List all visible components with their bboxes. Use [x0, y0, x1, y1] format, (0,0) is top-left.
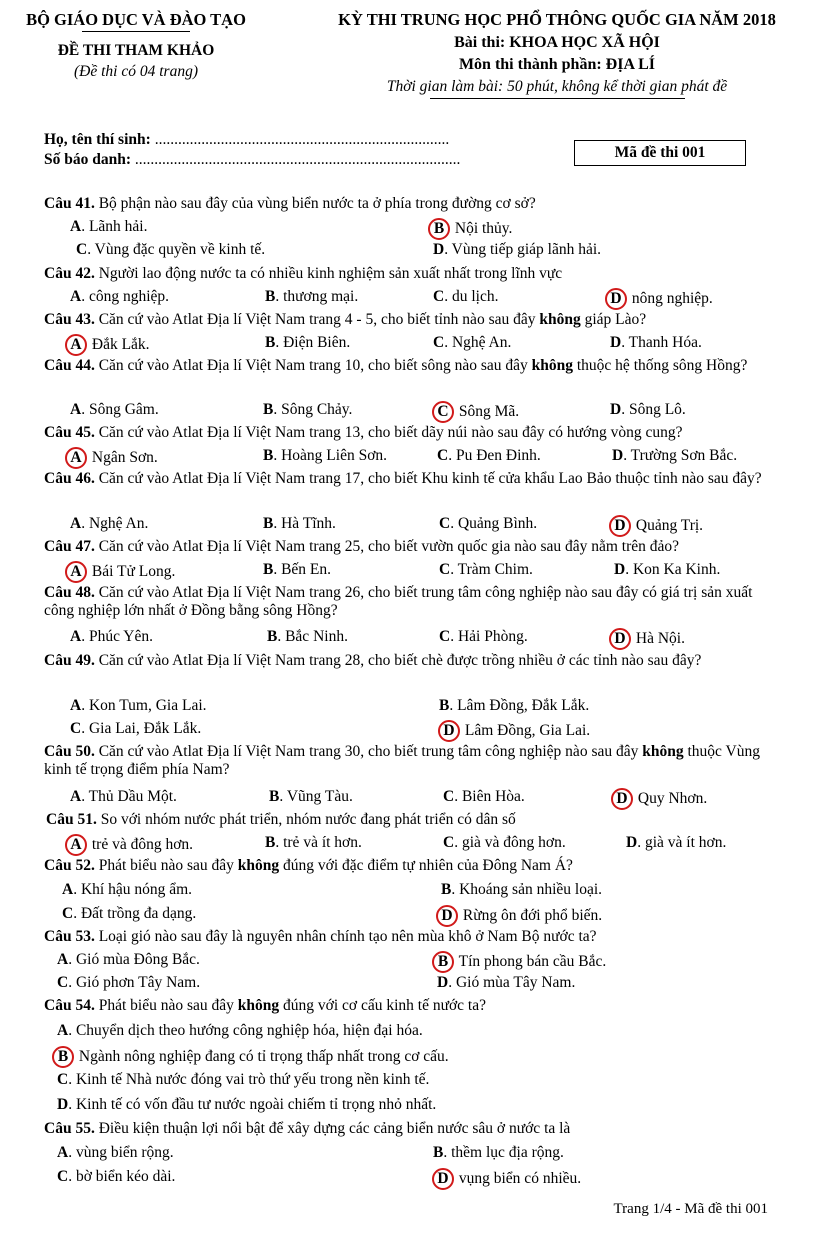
q49-option-d[interactable] [443, 720, 590, 742]
q54-option-b[interactable] [57, 1046, 449, 1068]
question-number: Câu 50. [44, 743, 95, 760]
q51-option-c[interactable] [443, 834, 566, 852]
text-segment: . Tràm Chim. [450, 561, 533, 578]
q55-option-b[interactable] [433, 1144, 564, 1162]
question-number: Câu 45. [44, 424, 95, 441]
q53-option-a[interactable] [57, 951, 200, 969]
q53-option-c[interactable] [57, 974, 200, 992]
option-letter: B [263, 401, 274, 418]
q45-option-c[interactable] [437, 447, 541, 465]
text-segment: . Sông Lô. [621, 401, 686, 418]
text-segment: Phát biểu nào sau đây [94, 997, 238, 1014]
text-segment: Lâm Đồng, Gia Lai. [461, 722, 591, 739]
question-48 [44, 584, 774, 621]
text-segment: . Kinh tế có vốn đầu tư nước ngoài chiếm tỉ trọng nhỏ nhất. [68, 1096, 437, 1113]
text-segment: không [237, 997, 280, 1014]
text-segment: Tín phong bán cầu Bắc. [455, 953, 607, 970]
answer-circle-mark: D [438, 720, 460, 742]
text-segment: . Gia Lai, Đắk Lắk. [81, 720, 202, 737]
q55-option-a[interactable] [57, 1144, 174, 1162]
option-letter: D [614, 561, 626, 578]
answer-circle-mark: D [605, 288, 627, 310]
option-letter: C [433, 334, 445, 351]
q42-option-d[interactable] [610, 288, 713, 310]
answer-circle-mark: B [52, 1046, 74, 1068]
text-segment: . Gió mùa Đông Bắc. [68, 951, 200, 968]
text-segment: Bộ phận nào sau đây của vùng biển nước ta ở phía trong đường cơ sở? [94, 195, 536, 212]
question-number: Câu 48. [44, 584, 95, 601]
option-letter: A [62, 881, 74, 898]
option-letter: B [433, 1144, 444, 1161]
text-segment: Căn cứ vào Atlat Địa lí Việt Nam trang 26, cho biết trung tâm công nghiệp nào sau đây có giá trị sản xuất công nghiệp lớn nhất ở Đồng bằng sông Hồng? [44, 584, 753, 620]
question-number: Câu 42. [44, 265, 95, 282]
q54-option-d[interactable] [57, 1096, 436, 1114]
question-46 [44, 470, 774, 488]
q51-option-a[interactable] [70, 834, 193, 856]
text-segment: . Chuyển dịch theo hướng công nghiệp hóa, hiện đại hóa. [68, 1022, 423, 1039]
question-45 [44, 424, 774, 442]
option-letter: A [70, 788, 82, 805]
text-segment: Quảng Trị. [632, 517, 704, 534]
option-letter: A [70, 218, 82, 235]
question-number: Câu 51. [46, 811, 97, 828]
text-segment: . già và ít hơn. [637, 834, 727, 851]
option-letter: D [437, 974, 449, 991]
exam-code-box: Mã đề thi 001 [574, 140, 746, 166]
option-letter: C [439, 561, 451, 578]
q44-option-a[interactable] [70, 401, 159, 419]
option-letter: C [57, 974, 69, 991]
question-52 [44, 857, 774, 875]
q44-option-b[interactable] [263, 401, 352, 419]
text-segment: Ngành nông nghiệp đang có tỉ trọng thấp nhất trong cơ cấu. [75, 1048, 449, 1065]
answer-circle-mark: D [609, 628, 631, 650]
q54-option-a[interactable] [57, 1022, 423, 1040]
question-41 [44, 195, 774, 213]
option-letter: C [57, 1071, 69, 1088]
q43-option-d[interactable] [610, 334, 702, 352]
text-segment: . Bắc Ninh. [277, 628, 348, 645]
answer-circle-mark: D [609, 515, 631, 537]
text-segment: Người lao động nước ta có nhiều kinh nghiệm sản xuất nhất trong lĩnh vực [94, 265, 563, 282]
text-segment: . Kon Tum, Gia Lai. [81, 697, 207, 714]
text-segment: nông nghiệp. [628, 290, 713, 307]
text-segment: Căn cứ vào Atlat Địa lí Việt Nam trang 4 - 5, cho biết tỉnh nào sau đây [94, 311, 540, 328]
text-segment: . Quảng Bình. [450, 515, 538, 532]
text-segment: . thềm lục địa rộng. [443, 1144, 564, 1161]
option-letter: A [57, 1022, 69, 1039]
answer-circle-mark: D [436, 905, 458, 927]
text-segment: Quy Nhơn. [634, 790, 708, 807]
question-number: Câu 54. [44, 997, 95, 1014]
q41-option-d[interactable] [433, 241, 601, 259]
q49-option-a[interactable] [70, 697, 207, 715]
option-letter: B [265, 834, 276, 851]
text-segment: . Phúc Yên. [81, 628, 153, 645]
text-segment: Nội thủy. [451, 220, 513, 237]
option-letter: C [437, 447, 449, 464]
option-letter: B [265, 288, 276, 305]
option-letter: C [76, 241, 88, 258]
q42-option-b[interactable] [265, 288, 358, 306]
text-segment: Căn cứ vào Atlat Địa lí Việt Nam trang 13, cho biết dãy núi nào sau đây có hướng vòng cung? [94, 424, 683, 441]
text-segment: Sông Mã. [455, 403, 520, 420]
text-segment: Căn cứ vào Atlat Địa lí Việt Nam trang 10, cho biết sông nào sau đây [94, 357, 532, 374]
option-letter: B [269, 788, 280, 805]
q52-option-d[interactable] [441, 905, 602, 927]
option-letter: A [70, 401, 82, 418]
q47-option-d[interactable] [614, 561, 720, 579]
text-segment: . Thanh Hóa. [621, 334, 702, 351]
option-letter: C [439, 515, 451, 532]
q50-option-b[interactable] [269, 788, 353, 806]
component-line: Môn thi thành phần: ĐỊA LÍ [458, 56, 656, 73]
text-segment: . Kinh tế Nhà nước đóng vai trò thứ yếu trong nền kinh tế. [68, 1071, 430, 1088]
text-segment: . Hoàng Liên Sơn. [273, 447, 388, 464]
option-letter: C [70, 720, 82, 737]
answer-circle-mark: A [65, 561, 87, 583]
text-segment: . Sông Gâm. [81, 401, 159, 418]
text-segment: . thương mại. [275, 288, 359, 305]
question-43 [44, 311, 774, 329]
candidate-name-row: Họ, tên thí sinh: ............................................................................ [44, 131, 450, 148]
q41-option-b[interactable] [433, 218, 512, 240]
text-segment: . Khoáng sản nhiều loại. [451, 881, 603, 898]
q51-option-b[interactable] [265, 834, 362, 852]
text-segment: không [237, 857, 280, 874]
option-letter: B [439, 697, 450, 714]
text-segment: . Điện Biên. [275, 334, 351, 351]
question-number: Câu 47. [44, 538, 95, 555]
text-segment: . bờ biển kéo dài. [68, 1168, 176, 1185]
text-segment: . du lịch. [444, 288, 499, 305]
q54-option-c[interactable] [57, 1071, 429, 1089]
q51-option-d[interactable] [626, 834, 726, 852]
answer-circle-mark: A [65, 447, 87, 469]
text-segment: . Hà Tĩnh. [273, 515, 336, 532]
option-letter: A [57, 1144, 69, 1161]
text-segment: Phát biểu nào sau đây [94, 857, 238, 874]
option-letter: A [70, 288, 82, 305]
option-letter: B [263, 561, 274, 578]
subject-line: Bài thi: KHOA HỌC XÃ HỘI [454, 34, 660, 51]
q50-option-a[interactable] [70, 788, 177, 806]
question-number: Câu 43. [44, 311, 95, 328]
text-segment: Căn cứ vào Atlat Địa lí Việt Nam trang 17, cho biết Khu kinh tế cửa khẩu Lao Bảo thuộc tỉnh nào sau đây? [94, 470, 762, 487]
question-51 [46, 811, 776, 829]
text-segment: . Pu Đen Đinh. [448, 447, 541, 464]
text-segment: không [539, 311, 581, 328]
option-letter: D [612, 447, 624, 464]
q46-option-d[interactable] [614, 515, 703, 537]
q53-option-d[interactable] [437, 974, 575, 992]
ministry-name: BỘ GIÁO DỤC VÀ ĐÀO TẠO [26, 10, 246, 29]
question-number: Câu 44. [44, 357, 95, 374]
text-segment: Điều kiện thuận lợi nổi bật để xây dựng các cảng biển nước sâu ở nước ta là [94, 1120, 571, 1137]
option-letter: B [263, 515, 274, 532]
text-segment: . Đất trồng đa dạng. [73, 905, 197, 922]
option-letter: D [610, 401, 622, 418]
option-letter: D [57, 1096, 69, 1113]
option-letter: D [433, 241, 445, 258]
text-segment: vụng biển có nhiều. [455, 1170, 582, 1187]
answer-circle-mark: D [432, 1168, 454, 1190]
q48-option-b[interactable] [267, 628, 348, 646]
text-segment: . Nghệ An. [444, 334, 512, 351]
q42-option-a[interactable] [70, 288, 169, 306]
q49-option-c[interactable] [70, 720, 201, 738]
text-segment: giáp Lào? [580, 311, 647, 328]
text-segment: . Lâm Đồng, Đắk Lắk. [449, 697, 590, 714]
option-letter: A [57, 951, 69, 968]
q43-option-b[interactable] [265, 334, 350, 352]
text-segment: Hà Nội. [632, 630, 685, 647]
option-letter: A [70, 628, 82, 645]
q48-option-d[interactable] [614, 628, 685, 650]
page-footer: Trang 1/4 - Mã đề thi 001 [613, 1201, 768, 1217]
text-segment: Đắk Lắk. [88, 336, 150, 353]
ministry-underline [82, 31, 190, 32]
text-segment: . Vùng đặc quyền về kinh tế. [87, 241, 266, 258]
answer-circle-mark: B [428, 218, 450, 240]
text-segment: . Thủ Dầu Một. [81, 788, 177, 805]
answer-circle-mark: B [432, 951, 454, 973]
option-letter: C [443, 788, 455, 805]
text-segment: . Vũng Tàu. [279, 788, 353, 805]
text-segment: Căn cứ vào Atlat Địa lí Việt Nam trang 28, cho biết chè được trồng nhiều ở các tỉnh nào sau đây? [94, 652, 702, 669]
q45-option-a[interactable] [70, 447, 158, 469]
q46-option-b[interactable] [263, 515, 336, 533]
text-segment: . Bến En. [273, 561, 332, 578]
question-50 [44, 743, 774, 780]
text-segment: So với nhóm nước phát triển, nhóm nước đang phát triển có dân số [96, 811, 516, 828]
option-letter: B [263, 447, 274, 464]
q52-option-c[interactable] [62, 905, 196, 923]
question-number: Câu 53. [44, 928, 95, 945]
text-segment: . vùng biển rộng. [68, 1144, 174, 1161]
option-letter: C [439, 628, 451, 645]
option-letter: C [433, 288, 445, 305]
option-letter: D [610, 334, 622, 351]
q48-option-a[interactable] [70, 628, 153, 646]
option-letter: B [265, 334, 276, 351]
question-number: Câu 46. [44, 470, 95, 487]
q47-option-a[interactable] [70, 561, 175, 583]
q49-option-b[interactable] [439, 697, 589, 715]
q50-option-c[interactable] [443, 788, 525, 806]
option-letter: C [62, 905, 74, 922]
option-letter: B [267, 628, 278, 645]
text-segment: đúng với đặc điểm tự nhiên của Đông Nam Á? [279, 857, 573, 874]
answer-circle-mark: A [65, 334, 87, 356]
text-segment: . Lãnh hải. [81, 218, 148, 235]
text-segment: không [642, 743, 684, 760]
exam-type: ĐỀ THI THAM KHẢO [57, 42, 215, 59]
option-letter: A [70, 515, 82, 532]
text-segment: trẻ và đông hơn. [88, 836, 194, 853]
question-42 [44, 265, 774, 283]
answer-circle-mark: A [65, 834, 87, 856]
question-44 [44, 357, 774, 375]
q43-option-a[interactable] [70, 334, 150, 356]
text-segment: . Gió mùa Tây Nam. [448, 974, 576, 991]
q52-option-b[interactable] [441, 881, 602, 899]
text-segment: . già và đông hơn. [454, 834, 566, 851]
q55-option-d[interactable] [437, 1168, 581, 1190]
question-53 [44, 928, 774, 946]
text-segment: . Sông Chảy. [273, 401, 353, 418]
q55-option-c[interactable] [57, 1168, 175, 1186]
text-segment: . Kon Ka Kinh. [625, 561, 721, 578]
text-segment: . Biên Hòa. [454, 788, 525, 805]
question-number: Câu 41. [44, 195, 95, 212]
text-segment: Ngân Sơn. [88, 449, 158, 466]
text-segment: thuộc Vùng kinh tế trọng điểm phía Nam? [44, 743, 760, 779]
text-segment: . Hải Phòng. [450, 628, 528, 645]
question-number: Câu 52. [44, 857, 95, 874]
text-segment: Rừng ôn đới phổ biến. [459, 907, 603, 924]
q41-option-c[interactable] [76, 241, 265, 259]
text-segment: . Vùng tiếp giáp lãnh hải. [444, 241, 602, 258]
q43-option-c[interactable] [433, 334, 511, 352]
answer-circle-mark: D [611, 788, 633, 810]
option-letter: D [626, 834, 638, 851]
candidate-id-row: Số báo danh: .................................................................................... [44, 151, 461, 168]
exam-name: KỲ THI TRUNG HỌC PHỔ THÔNG QUỐC GIA NĂM 2018 [338, 10, 776, 29]
q44-option-d[interactable] [610, 401, 686, 419]
text-segment: Bái Tử Long. [88, 563, 176, 580]
option-letter: C [443, 834, 455, 851]
option-letter: A [70, 697, 82, 714]
q47-option-c[interactable] [439, 561, 533, 579]
question-number: Câu 55. [44, 1120, 95, 1137]
text-segment: . công nghiệp. [81, 288, 170, 305]
question-47 [44, 538, 774, 556]
question-55 [44, 1120, 774, 1138]
text-segment: . trẻ và ít hơn. [275, 834, 362, 851]
q53-option-b[interactable] [437, 951, 606, 973]
text-segment: . Nghệ An. [81, 515, 149, 532]
q47-option-b[interactable] [263, 561, 331, 579]
text-segment: đúng với cơ cấu kinh tế nước ta? [279, 997, 486, 1014]
option-letter: B [441, 881, 452, 898]
q50-option-d[interactable] [616, 788, 707, 810]
q45-option-b[interactable] [263, 447, 387, 465]
time-note: Thời gian làm bài: 50 phút, không kể thời gian phát đề [386, 78, 728, 95]
q45-option-d[interactable] [612, 447, 737, 465]
header-right-underline [430, 98, 685, 99]
question-54 [44, 997, 774, 1015]
text-segment: không [531, 357, 573, 374]
question-number: Câu 49. [44, 652, 95, 669]
text-segment: . Gió phơn Tây Nam. [68, 974, 201, 991]
q44-option-c[interactable] [437, 401, 519, 423]
text-segment: . Khí hậu nóng ẩm. [73, 881, 193, 898]
pages-note: (Đề thi có 04 trang) [74, 63, 198, 80]
q48-option-c[interactable] [439, 628, 528, 646]
text-segment: thuộc hệ thống sông Hồng? [573, 357, 748, 374]
q41-option-a[interactable] [70, 218, 148, 236]
text-segment: Loại gió nào sau đây là nguyên nhân chính tạo nên mùa khô ở Nam Bộ nước ta? [94, 928, 597, 945]
text-segment: Căn cứ vào Atlat Địa lí Việt Nam trang 30, cho biết trung tâm công nghiệp nào sau đây [94, 743, 643, 760]
question-49 [44, 652, 774, 670]
text-segment: . Trường Sơn Bắc. [623, 447, 738, 464]
option-letter: C [57, 1168, 69, 1185]
q42-option-c[interactable] [433, 288, 498, 306]
q46-option-a[interactable] [70, 515, 148, 533]
text-segment: Căn cứ vào Atlat Địa lí Việt Nam trang 25, cho biết vườn quốc gia nào sau đây nằm trên đảo? [94, 538, 680, 555]
q52-option-a[interactable] [62, 881, 192, 899]
answer-circle-mark: C [432, 401, 454, 423]
q46-option-c[interactable] [439, 515, 537, 533]
